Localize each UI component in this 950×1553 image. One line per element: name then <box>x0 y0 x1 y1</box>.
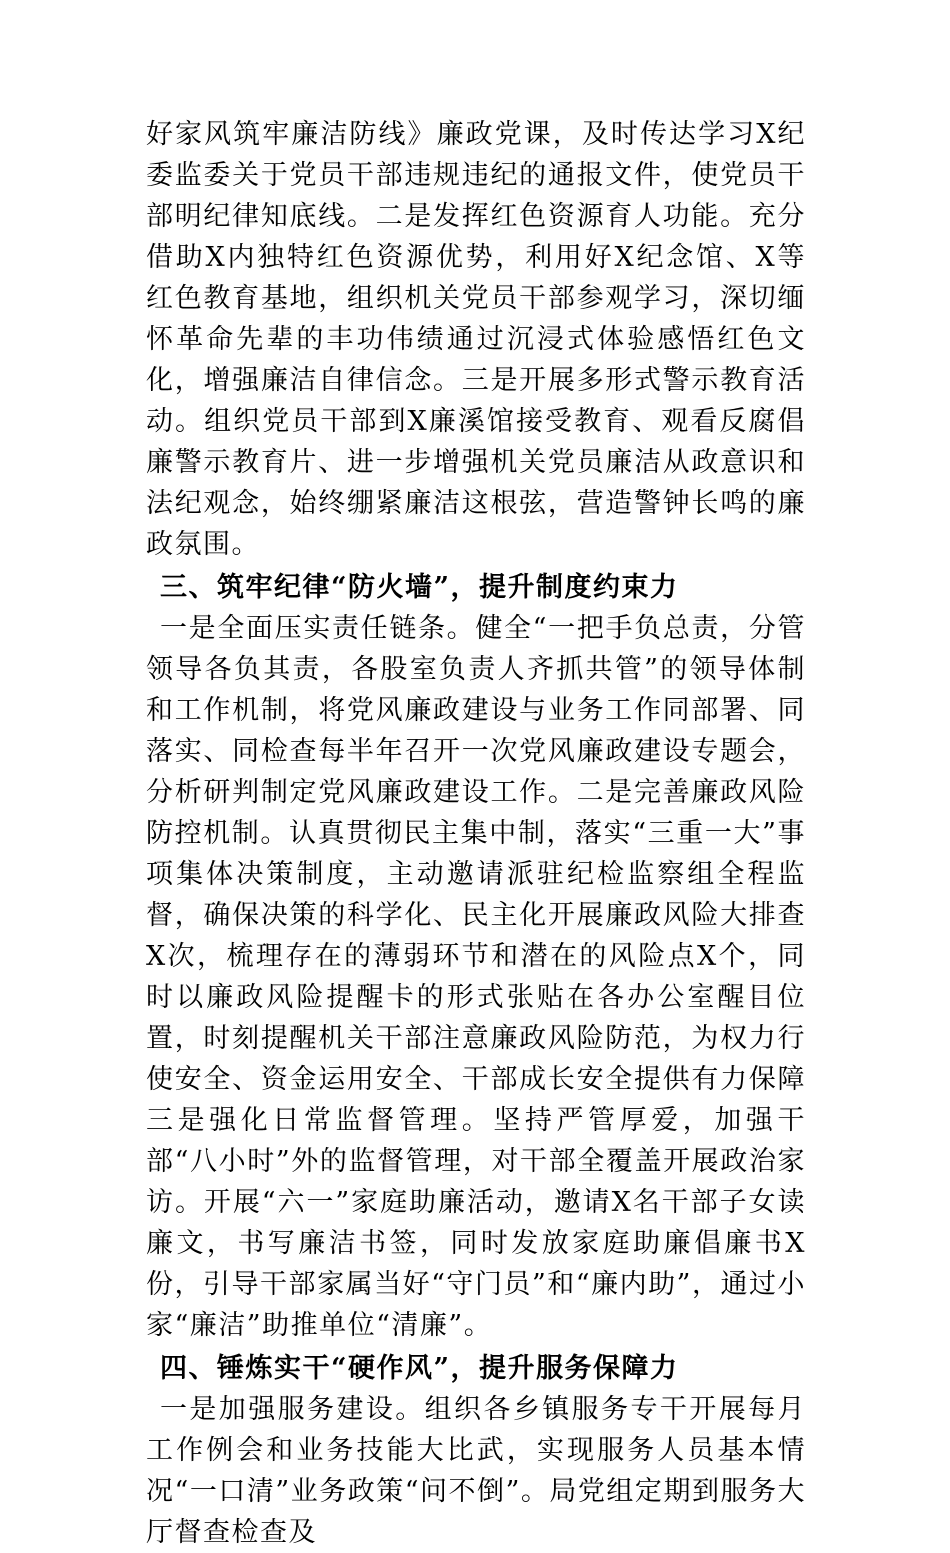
body-paragraph: 好家风筑牢廉洁防线》廉政党课，及时传达学习X纪委监委关于党员干部违规违纪的通报文件，使党员干部明纪律知底线。二是发挥红色资源育人功能。充分借助X内独特红色资源优势，利用好X纪念馆、X等红色教育基地，组织机关党员干部参观学习，深切缅怀革命先辈的丰功伟绩通过沉浸式体验感悟红色文化，增强廉洁自律信念。三是开展多形式警示教育活动。组织党员干部到X廉溪馆接受教育、观看反腐倡廉警示教育片、进一步增强机关党员廉洁从政意识和法纪观念，始终绷紧廉洁这根弦，营造警钟长鸣的廉政氛围。 <box>146 119 806 560</box>
document-page <box>146 114 806 1553</box>
body-paragraph: 一是全面压实责任链条。健全“一把手负总责，分管领导各负其责，各股室负责人齐抓共管”的领导体制和工作机制，将党风廉政建设与业务工作同部署、同落实、同检查每半年召开一次党风廉政建设专题会，分析研判制定党风廉政建设工作。二是完善廉政风险防控机制。认真贯彻民主集中制，落实“三重一大”事项集体决策制度，主动邀请派驻纪检监察组全程监督，确保决策的科学化、民主化开展廉政风险大排查X次，梳理存在的薄弱环节和潜在的风险点X个，同时以廉政风险提醒卡的形式张贴在各办公室醒目位置，时刻提醒机关干部注意廉政风险防范，为权力行使安全、资金运用安全、干部成长安全提供有力保障三是强化日常监督管理。坚持严管厚爱，加强干部“八小时”外的监督管理，对干部全覆盖开展政治家访。开展“六一”家庭助廉活动，邀请X名干部子女读廉文，书写廉洁书签，同时发放家庭助廉倡廉书X份，引导干部家属当好“守门员”和“廉内助”，通过小家“廉洁”助推单位“清廉”。 <box>146 613 806 1341</box>
section-heading-3: 三、筑牢纪律“防火墙”，提升制度约束力 <box>160 572 679 603</box>
body-paragraph: 一是加强服务建设。组织各乡镇服务专干开展每月工作例会和业务技能大比武，实现服务人员基本情况“一口清”业务政策“问不倒”。局党组定期到服务大厅督查检查及 <box>146 1394 806 1548</box>
section-heading-4: 四、锤炼实干“硬作风”，提升服务保障力 <box>160 1353 679 1384</box>
